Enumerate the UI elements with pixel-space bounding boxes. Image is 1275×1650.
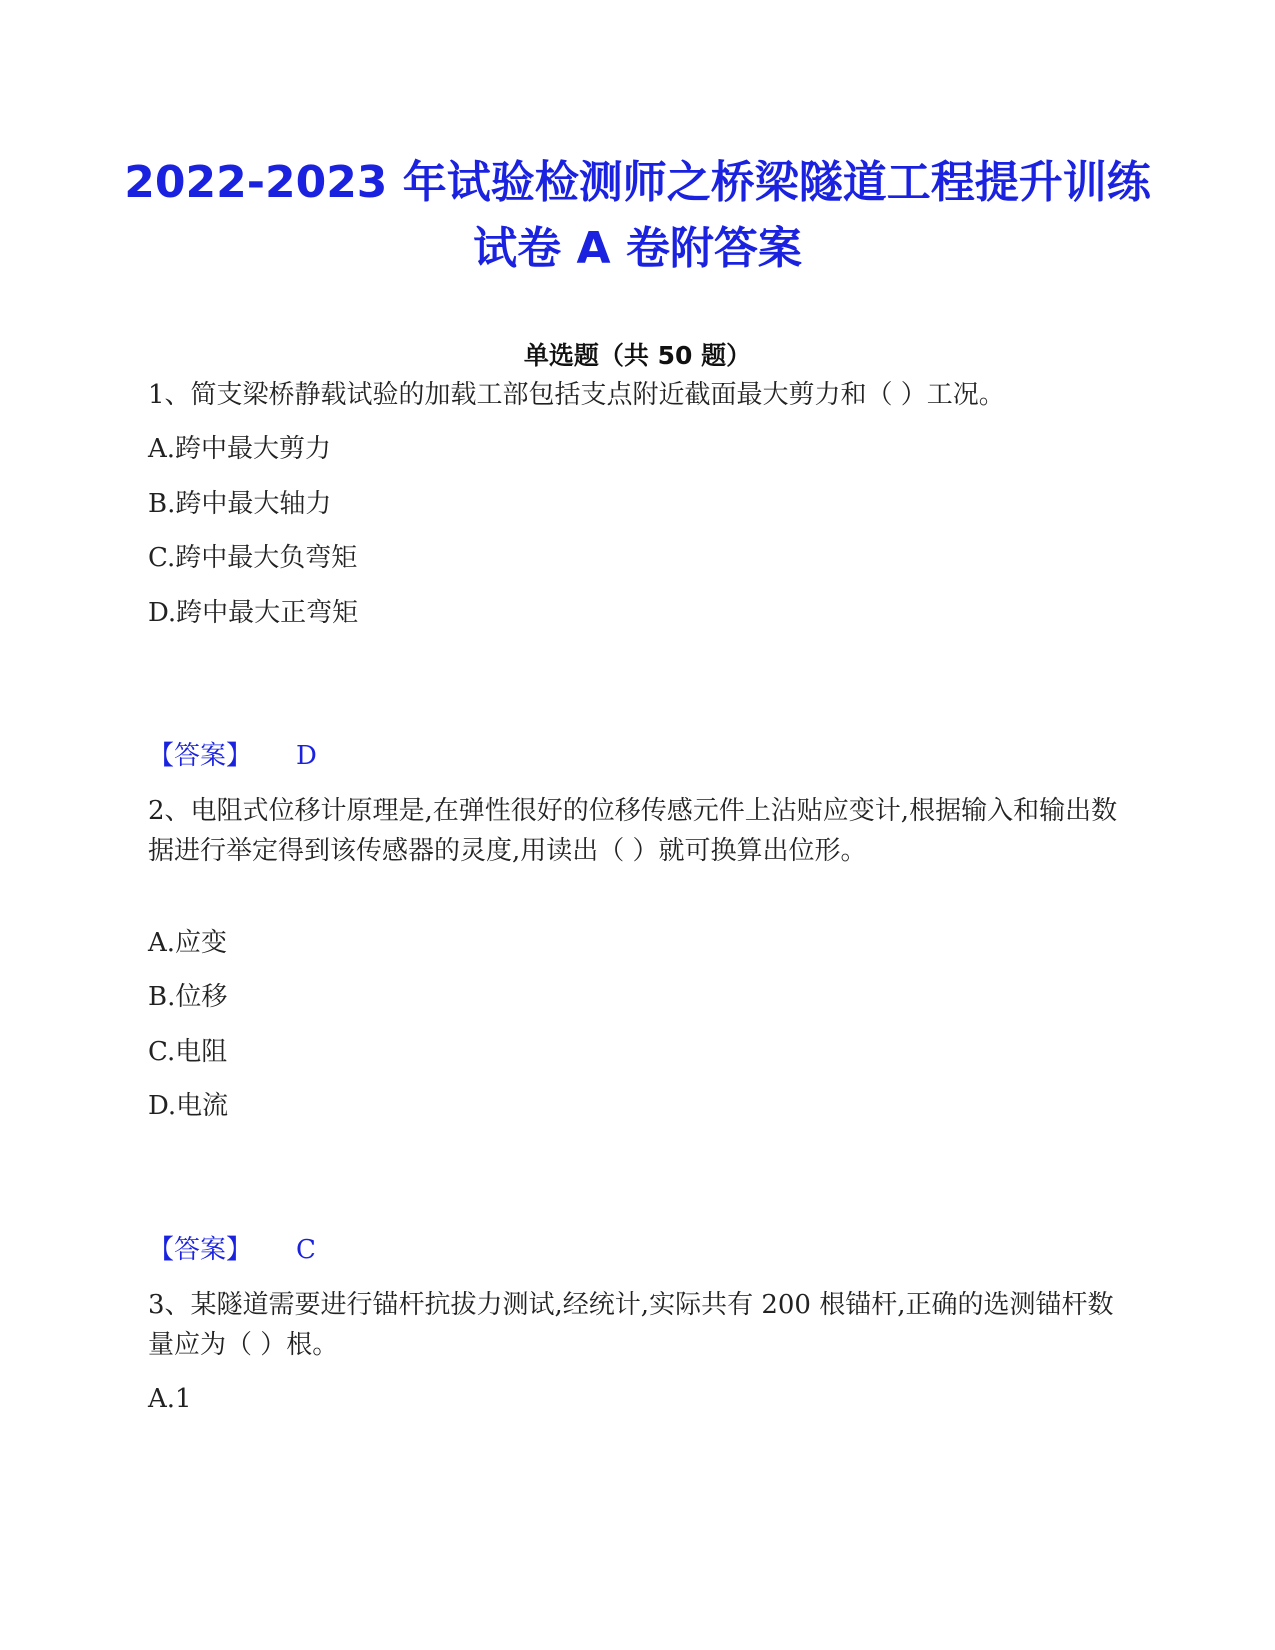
question-1-option-a: A.跨中最大剪力 [148, 434, 332, 464]
question-1-answer [148, 738, 317, 774]
question-2-option-d: D.电流 [148, 1091, 229, 1121]
question-1-option-d: D.跨中最大正弯矩 [148, 598, 359, 628]
question-1-option-c: C.跨中最大负弯矩 [148, 543, 358, 573]
question-2-option-b: B.位移 [148, 982, 228, 1012]
section-heading: 单选题（共 50 题） [523, 341, 752, 370]
question-3-stem: 3、某隧道需要进行锚杆抗拔力测试,经统计,实际共有 200 根锚杆,正确的选测锚杆数量应为（ ）根。 [148, 1290, 1114, 1360]
question-1-option-b: B.跨中最大轴力 [148, 489, 332, 519]
answer-label: 【答案】 [148, 741, 253, 771]
question-2-stem: 2、电阻式位移计原理是,在弹性很好的位移传感元件上沾贴应变计,根据输入和输出数据进行举定得到该传感器的灵度,用读出（ ）就可换算出位形。 [148, 796, 1118, 866]
answer-value: C [296, 1235, 316, 1265]
question-2-option-c: C.电阻 [148, 1037, 228, 1067]
question-1-stem: 1、简支梁桥静载试验的加载工部包括支点附近截面最大剪力和（ ）工况。 [148, 380, 1005, 410]
document-title: 2022-2023 年试验检测师之桥梁隧道工程提升训练试卷 A 卷附答案 [124, 157, 1151, 274]
question-3-option-a: A.1 [148, 1384, 192, 1414]
answer-label: 【答案】 [148, 1235, 253, 1265]
answer-value: D [296, 741, 317, 771]
question-2-option-a: A.应变 [148, 928, 228, 958]
question-2-answer [148, 1232, 316, 1268]
